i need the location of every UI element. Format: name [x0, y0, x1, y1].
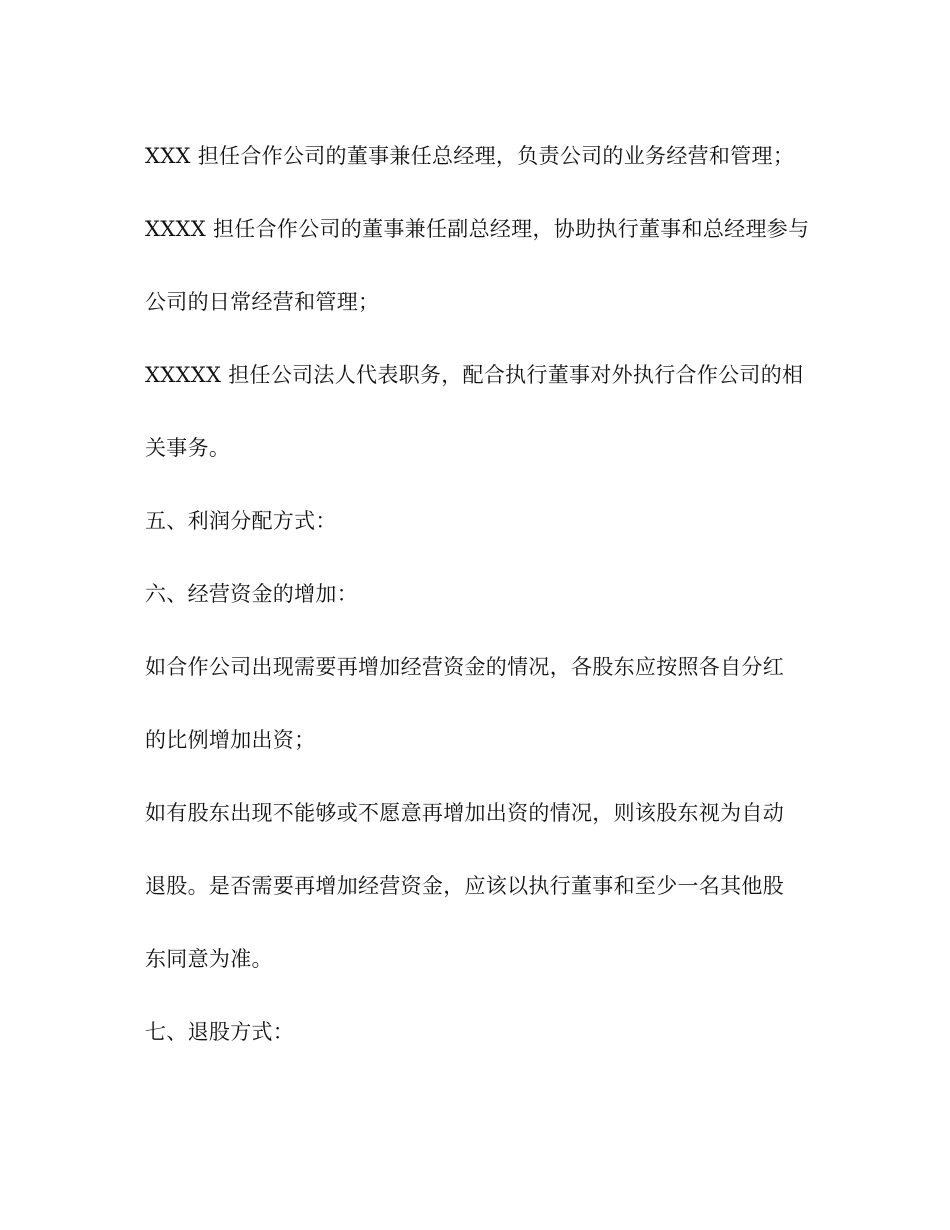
paragraph-line: XXXX 担任合作公司的董事兼任副总经理，协助执行董事和总经理参与 — [145, 217, 810, 241]
paragraph-line: 退股。是否需要再增加经营资金，应该以执行董事和至少一名其他股 — [145, 874, 784, 898]
paragraph-line: 公司的日常经营和管理； — [145, 290, 380, 314]
section-heading-withdrawal: 七、退股方式： — [145, 1020, 295, 1044]
section-heading-profit-distribution: 五、利润分配方式： — [145, 509, 337, 533]
paragraph-line: 关事务。 — [145, 436, 231, 460]
paragraph-line: XXX 担任合作公司的董事兼任总经理，负责公司的业务经营和管理； — [145, 144, 795, 168]
section-heading-capital-increase: 六、经营资金的增加： — [145, 582, 358, 606]
paragraph-line: 如有股东出现不能够或不愿意再增加出资的情况，则该股东视为自动 — [145, 801, 784, 825]
paragraph-line: XXXXX 担任公司法人代表职务，配合执行董事对外执行合作公司的相 — [145, 363, 804, 387]
paragraph-line: 东同意为准。 — [145, 947, 273, 971]
paragraph-line: 如合作公司出现需要再增加经营资金的情况，各股东应按照各自分红 — [145, 655, 784, 679]
paragraph-line: 的比例增加出资； — [145, 728, 316, 752]
